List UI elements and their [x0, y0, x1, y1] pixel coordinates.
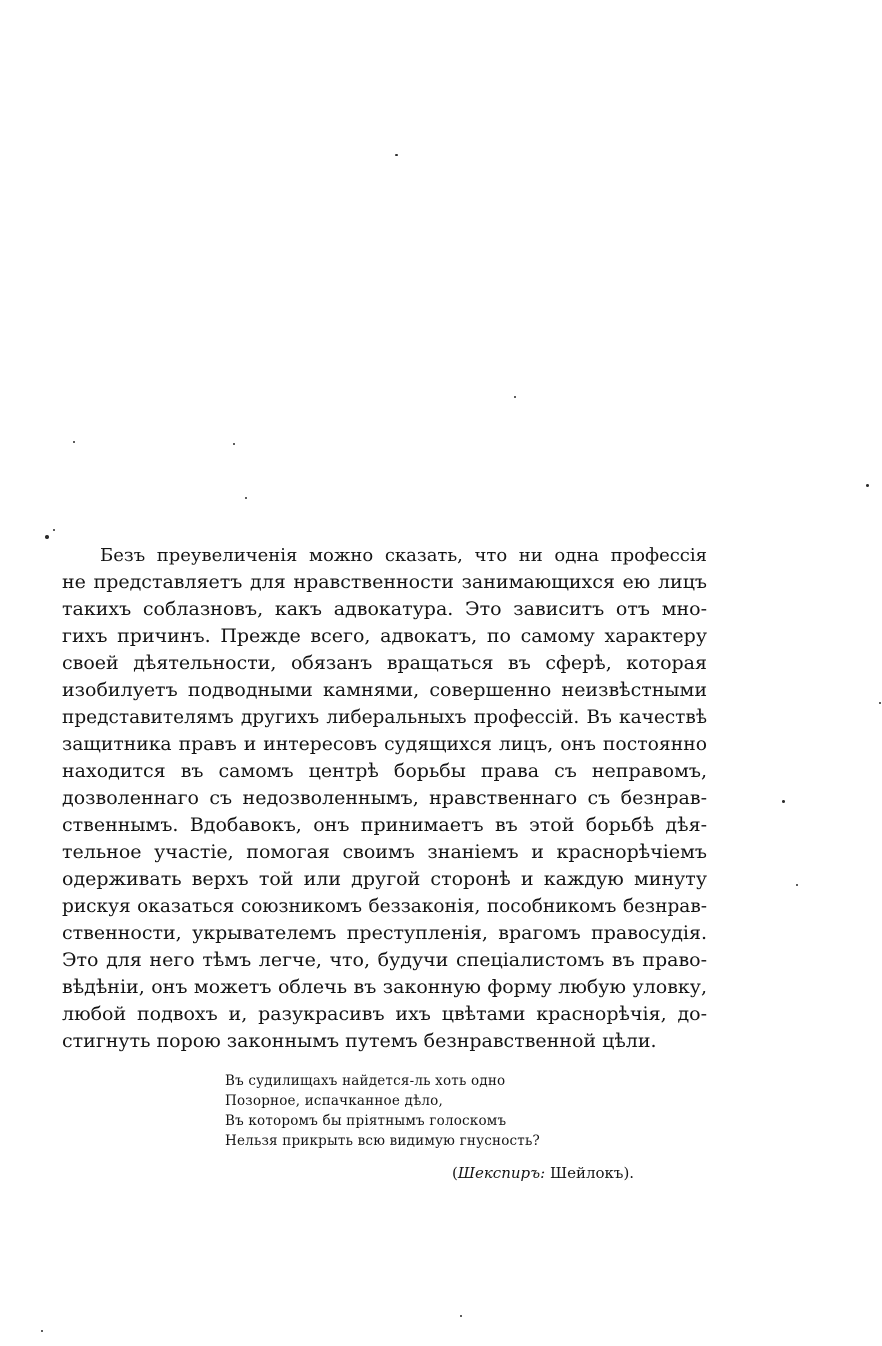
attribution-open-paren: (	[452, 1164, 458, 1182]
text-line: вѣдѣніи, онъ можетъ облечь въ законную форму любую уловку,	[62, 976, 707, 998]
text-line: защитника правъ и интересовъ судящихся лицъ, онъ постоянно	[62, 734, 707, 755]
text-line: находится въ самомъ центрѣ борьбы права съ неправомъ,	[62, 760, 707, 782]
text-line: такихъ соблазновъ, какъ адвокатура. Это зависитъ отъ мно-	[62, 598, 707, 620]
text-line: ственнымъ. Вдобавокъ, онъ принимаетъ въ этой борьбѣ дѣя-	[62, 814, 707, 836]
epigraph-quote	[225, 1071, 585, 1151]
scan-speck	[233, 443, 235, 445]
epigraph-line: Въ судилищахъ найдется-ль хоть одно	[225, 1073, 506, 1089]
text-line: не представляетъ для нравственности занимающихся ею лицъ	[62, 571, 707, 593]
scan-speck	[45, 535, 49, 539]
text-line: любой подвохъ и, разукрасивъ ихъ цвѣтами краснорѣчія, до-	[62, 1003, 707, 1025]
text-line: стигнуть порою законнымъ путемъ безнравственной цѣли.	[62, 1030, 657, 1052]
epigraph-line: Въ которомъ бы пріятнымъ голоскомъ	[225, 1113, 507, 1129]
attribution-work: Шейлокъ	[545, 1164, 624, 1182]
scan-speck	[782, 800, 785, 803]
epigraph-line: Позорное, испачканное дѣло,	[225, 1093, 443, 1109]
main-paragraph	[62, 542, 707, 1055]
text-line: тельное участіе, помогая своимъ знаніемъ и краснорѣчіемъ	[62, 841, 707, 863]
text-line: дозволеннаго съ недозволеннымъ, нравственнаго съ безнрав-	[62, 787, 707, 809]
epigraph-line: Нельзя прикрыть всю видимую гнусность?	[225, 1133, 540, 1149]
epigraph-attribution	[452, 1162, 652, 1184]
text-line: изобилуетъ подводными камнями, совершенно неизвѣстными	[62, 679, 707, 701]
scan-speck	[460, 1315, 462, 1317]
text-line: ственности, укрывателемъ преступленія, врагомъ правосудія.	[62, 922, 707, 944]
scan-speck	[53, 529, 55, 531]
scan-speck	[514, 396, 516, 398]
text-line: гихъ причинъ. Прежде всего, адвокатъ, по самому характеру	[62, 625, 707, 647]
text-line: своей дѣятельности, обязанъ вращаться въ сферѣ, которая	[62, 652, 707, 674]
scan-speck	[41, 1330, 43, 1332]
text-line: одерживать верхъ той или другой сторонѣ и каждую минуту	[62, 868, 707, 890]
scan-speck	[395, 154, 398, 156]
text-line: Это для него тѣмъ легче, что, будучи спеціалистомъ въ право-	[62, 949, 707, 971]
scan-speck	[245, 497, 247, 499]
attribution-close-paren: ).	[623, 1164, 635, 1182]
scan-speck	[796, 884, 798, 886]
scan-speck	[866, 484, 869, 487]
scan-speck	[73, 441, 75, 443]
text-line: представителямъ другихъ либеральныхъ профессій. Въ качествѣ	[62, 707, 707, 728]
attribution-author: Шекспиръ:	[457, 1164, 546, 1182]
text-line: рискуя оказаться союзникомъ беззаконія, пособникомъ безнрав-	[62, 896, 707, 917]
text-line: Безъ преувеличенія можно сказать, что ни одна профессія	[100, 545, 707, 566]
scan-speck	[879, 702, 881, 704]
